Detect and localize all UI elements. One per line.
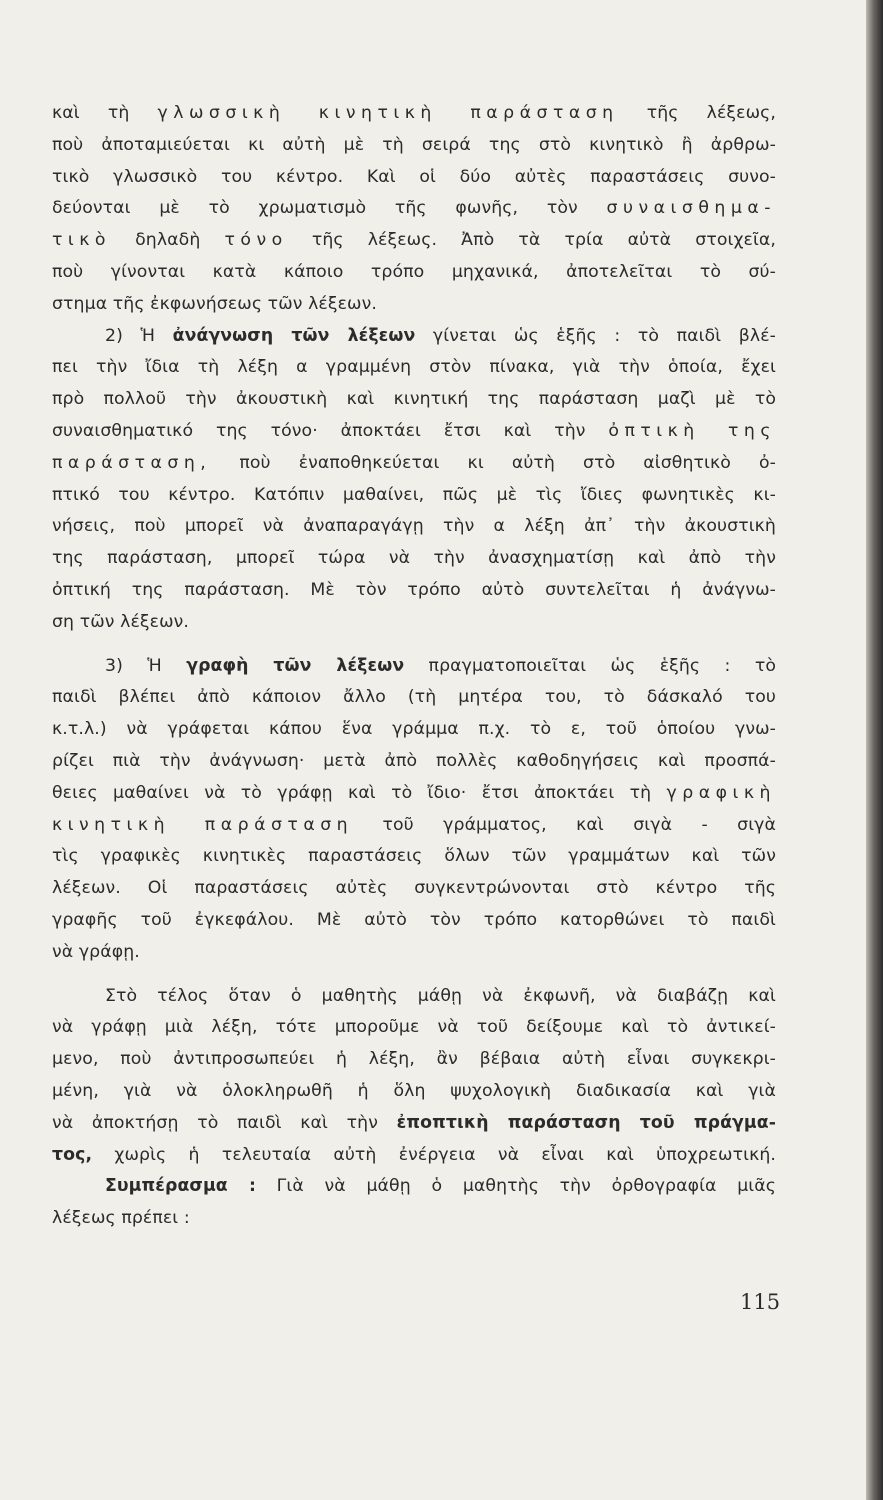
text-run: μενο, ποὺ ἀντιπροσωπεύει ἡ λέξη, ἂν βέβαια αὐτὴ εἶναι συγκεκρι- [52, 1049, 776, 1070]
text-run: λέξεως πρέπει : [52, 1208, 190, 1229]
text-line [52, 225, 776, 257]
text-run: ρίζει πιὰ τὴν ἀνάγνωση· μετὰ ἀπὸ πολλὲς καθοδηγήσεις καὶ προσπά- [52, 750, 776, 771]
text-run: ποὺ γίνονται κατὰ κάποιο τρόπο μηχανικά, ἀποτελεῖται τὸ σύ- [52, 261, 776, 282]
text-line [52, 841, 776, 873]
spaced-text: συναισθημα- [606, 198, 776, 219]
text-run: πτικό του κέντρο. Κατόπιν μαθαίνει, πῶς μὲ τὶς ἴδιες φωνητικὲς κι- [52, 484, 776, 505]
text-run: ὀπτική της παράσταση. Μὲ τὸν τρόπο αὐτὸ συντελεῖται ἡ ἀνάγνω- [52, 579, 776, 600]
text-line [52, 1171, 776, 1203]
bold-text: ἀνάγνωση τῶν λέξεων [172, 325, 416, 346]
text-line [52, 746, 776, 778]
text-line [52, 543, 776, 575]
text-line [52, 511, 776, 543]
text-line [52, 289, 776, 321]
text-run: ποὺ ἀποταμιεύεται κι αὐτὴ μὲ τὴ σειρά της στὸ κινητικὸ ἢ ἀρθρω- [52, 134, 776, 155]
paragraph-gap [52, 639, 776, 651]
spaced-text: γλωσσικὴ κινητικὴ παράσταση [157, 103, 619, 123]
text-line [52, 905, 776, 937]
page-edge-shadow [866, 0, 883, 1500]
spaced-text: τόνο [224, 230, 288, 251]
spaced-text: γραφικὴ [666, 782, 776, 803]
text-line [52, 162, 776, 194]
bold-text: γραφὴ τῶν λέξεων [186, 655, 405, 676]
bold-text: Συμπέρασμα : [105, 1176, 256, 1197]
text-line [52, 98, 776, 130]
text-line [52, 1108, 776, 1140]
text-run: στημα τῆς ἐκφωνήσεως τῶν λέξεων. [52, 293, 377, 314]
text-run: τῆς λέξεως. Ἀπὸ τὰ τρία αὐτὰ στοιχεῖα, [287, 230, 776, 251]
text-line [52, 480, 776, 512]
text-line [52, 1203, 776, 1235]
spaced-text: κινητικὴ παράσταση [52, 814, 354, 835]
page-number: 115 [740, 1290, 781, 1314]
body-text [52, 98, 776, 1235]
text-run: τὶς γραφικὲς κινητικὲς παραστάσεις ὅλων τῶν γραμμάτων καὶ τῶν [52, 846, 776, 867]
text-line [52, 575, 776, 607]
text-run: νὰ ἀποκτήσῃ τὸ παιδὶ καὶ τὴν [52, 1112, 397, 1133]
bold-text: ἐποπτικὴ παράσταση τοῦ πράγμα- [396, 1112, 776, 1133]
text-run: Γιὰ νὰ μάθῃ ὁ μαθητὴς τὴν ὀρθογραφία μιᾶς [256, 1176, 776, 1197]
spaced-text: τικὸ [52, 230, 112, 251]
text-run: πει τὴν ἴδια τὴ λέξη α γραμμένη στὸν πίνακα, γιὰ τὴν ὁποία, ἔχει [52, 357, 776, 378]
text-run: γραφῆς τοῦ ἐγκεφάλου. Μὲ αὐτὸ τὸν τρόπο κατορθώνει τὸ παιδὶ [52, 909, 776, 930]
text-run: νήσεις, ποὺ μπορεῖ νὰ ἀναπαραγάγῃ τὴν α λέξη ἀπ᾽ τὴν ἀκουστικὴ [52, 516, 776, 537]
text-line [52, 1012, 776, 1044]
paragraph-gap [52, 969, 776, 981]
text-run: πρὸ πολλοῦ τὴν ἀκουστικὴ καὶ κινητική της παράσταση μαζὶ μὲ τὸ [52, 389, 776, 410]
text-run: γίνεται ὡς ἑξῆς : τὸ παιδὶ βλέ- [415, 325, 776, 346]
text-line [52, 873, 776, 905]
spaced-text: παράσταση, [52, 452, 212, 473]
text-run: 2) Ἡ [105, 325, 173, 346]
text-run: πραγματοποιεῖται ὡς ἑξῆς : τὸ [404, 655, 776, 676]
text-line [52, 1140, 776, 1172]
text-line [52, 130, 776, 162]
text-run: τοῦ γράμματος, καὶ σιγὰ - σιγὰ [353, 814, 776, 835]
text-line [52, 1044, 776, 1076]
text-line [52, 384, 776, 416]
text-run: Στὸ τέλος ὅταν ὁ μαθητὴς μάθῃ νὰ ἐκφωνῆ, νὰ διαβάζῃ καὶ [105, 985, 776, 1006]
text-line [52, 448, 776, 480]
text-run: χωρὶς ἡ τελευταία αὐτὴ ἐνέργεια νὰ εἶναι καὶ ὑποχρεωτική. [92, 1144, 776, 1165]
text-run: της παράσταση, μπορεῖ τώρα νὰ τὴν ἀνασχηματίσῃ καὶ ἀπὸ τὴν [52, 548, 776, 569]
text-run: θειες μαθαίνει νὰ τὸ γράφῃ καὶ τὸ ἴδιο· ἔτσι ἀποκτάει τὴ [52, 782, 667, 803]
text-line [52, 714, 776, 746]
text-line [52, 193, 776, 225]
text-run: δηλαδὴ [111, 230, 225, 251]
text-line [52, 321, 776, 353]
text-run: ση τῶν λέξεων. [52, 611, 189, 632]
text-run: τικὸ γλωσσικὸ του κέντρο. Καὶ οἱ δύο αὐτὲς παραστάσεις συνο- [52, 166, 776, 187]
text-run: συναισθηματικό της τόνο· ἀποκτάει ἔτσι καὶ τὴν [52, 420, 609, 441]
text-line [52, 937, 776, 969]
text-line [52, 257, 776, 289]
text-run: 3) Ἡ [105, 655, 187, 676]
text-run: δεύονται μὲ τὸ χρωματισμὸ τῆς φωνῆς, τὸν [52, 198, 607, 219]
text-run: λέξεων. Οἱ παραστάσεις αὐτὲς συγκεντρώνονται στὸ κέντρο τῆς [52, 878, 776, 899]
text-line [52, 607, 776, 639]
text-run: καὶ τὴ [52, 103, 158, 123]
text-run: τῆς λέξεως, [618, 103, 776, 123]
text-run: παιδὶ βλέπει ἀπὸ κάποιον ἄλλο (τὴ μητέρα του, τὸ δάσκαλό του [52, 687, 776, 708]
text-run: νὰ γράφῃ μιὰ λέξη, τότε μποροῦμε νὰ τοῦ δείξουμε καὶ τὸ ἀντικεί- [52, 1017, 776, 1038]
text-line [52, 651, 776, 683]
spaced-text: ὀπτικὴ της [608, 420, 776, 441]
text-line [52, 352, 776, 384]
text-line [52, 416, 776, 448]
bold-text: τος, [52, 1144, 93, 1165]
text-run: ποὺ ἐναποθηκεύεται κι αὐτὴ στὸ αἰσθητικὸ ὀ- [211, 452, 776, 473]
text-line [52, 810, 776, 842]
text-line [52, 682, 776, 714]
text-line [52, 778, 776, 810]
text-run: κ.τ.λ.) νὰ γράφεται κάπου ἕνα γράμμα π.χ. τὸ ε, τοῦ ὁποίου γνω- [52, 719, 776, 740]
text-run: νὰ γράφῃ. [52, 941, 140, 962]
text-line [52, 1076, 776, 1108]
text-run: μένη, γιὰ νὰ ὁλοκληρωθῆ ἡ ὅλη ψυχολογικὴ διαδικασία καὶ γιὰ [52, 1080, 776, 1101]
text-line [52, 981, 776, 1013]
